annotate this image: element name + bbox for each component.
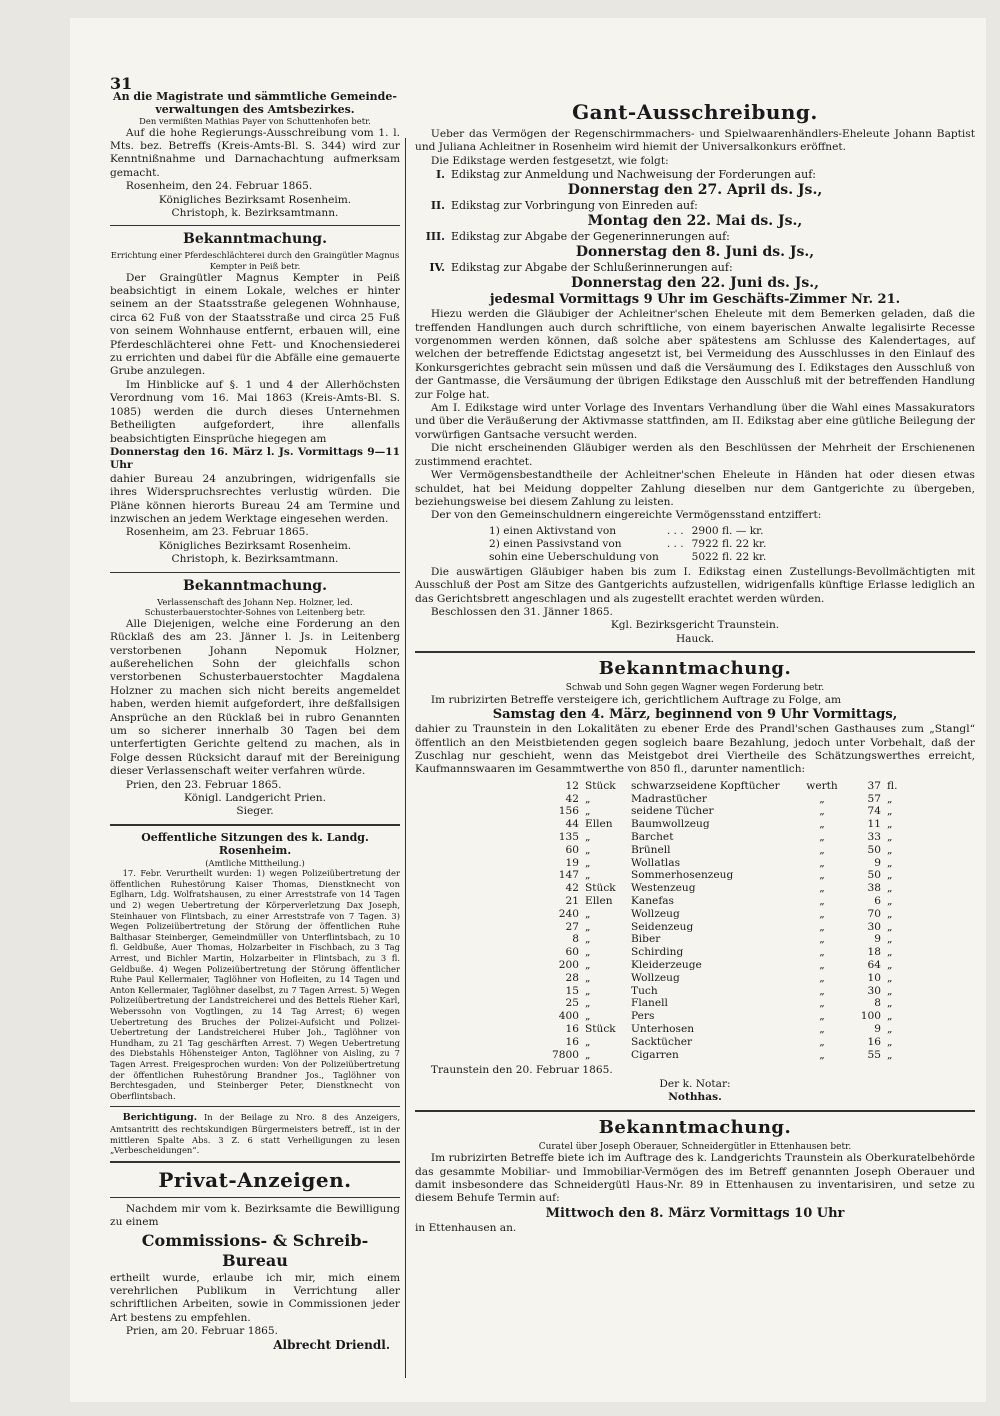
goods-qty: 21 <box>565 894 579 907</box>
goods-value: 9 <box>874 1022 881 1035</box>
goods-qty: 25 <box>565 997 579 1010</box>
goods-currency: „ <box>887 894 893 907</box>
goods-value: 74 <box>867 805 881 818</box>
notice-paragraph: Die Edikstage werden festgesetzt, wie folgt: <box>430 154 669 167</box>
left-column <box>110 90 400 1352</box>
notice-date: Traunstein den 20. Februar 1865. <box>430 1064 613 1077</box>
right-column <box>415 98 975 1235</box>
goods-name: Schirding <box>631 946 684 959</box>
goods-currency: „ <box>887 856 893 869</box>
goods-unit: Stück <box>585 1022 616 1035</box>
goods-qty: 44 <box>565 818 579 831</box>
goods-currency: „ <box>887 920 893 933</box>
goods-name: seidene Tücher <box>631 805 714 818</box>
goods-value: 9 <box>874 856 881 869</box>
goods-unit: „ <box>585 907 591 920</box>
edict-day-item <box>415 199 975 213</box>
goods-qty: 400 <box>558 1010 579 1023</box>
edict-day-item <box>415 261 975 275</box>
goods-currency: „ <box>887 830 893 843</box>
notice-paragraph: Im rubrizirten Betreffe versteigere ich, gerichtlichem Auftrage zu Folge, am <box>430 693 842 706</box>
goods-unit: „ <box>585 830 591 843</box>
goods-qty: 28 <box>565 971 579 984</box>
goods-value: 18 <box>867 946 881 959</box>
edict-day-date: Donnerstag den 8. Juni ds. Js., <box>575 244 815 261</box>
goods-row <box>530 908 910 921</box>
notice-paragraph: Wer Vermögensbestandtheile der Achleitner'schen Eheleute in Händen hat oder diesen etwas schuldet, hat bei Meidung doppelter Zahlung dieselben nur dem Gantgerichte zu übergeben, beziehungsweise bei diesem Zahlung zu leisten. <box>415 469 975 508</box>
notice-title: Oeffentliche Sitzungen des k. Landg. Rosenheim. <box>141 830 369 858</box>
goods-currency: „ <box>887 907 893 920</box>
assets-row <box>485 525 770 538</box>
assets-amount: 7922 fl. 22 kr. <box>691 537 767 550</box>
goods-currency: „ <box>887 792 893 805</box>
goods-qty: 12 <box>565 779 579 792</box>
goods-name: Seidenzeug <box>631 920 694 933</box>
goods-unit: Stück <box>585 882 616 895</box>
divider <box>110 824 400 826</box>
edict-day-date: Donnerstag den 22. Juni ds. Js., <box>570 275 820 292</box>
edict-day-item <box>415 168 975 182</box>
curatel-date-line: Mittwoch den 8. März Vormittags 10 Uhr <box>545 1205 845 1221</box>
section-title: Privat-Anzeigen. <box>158 1167 352 1192</box>
goods-name: Sommerhosenzeug <box>631 869 734 882</box>
goods-currency: „ <box>887 1035 893 1048</box>
edict-day-text: Edikstag zur Abgabe der Gegenerinnerungen auf: <box>451 230 730 244</box>
goods-currency: „ <box>887 805 893 818</box>
goods-row <box>530 857 910 870</box>
notice-signer: Sieger. <box>236 805 274 818</box>
edict-day-text: Edikstag zur Vorbringung von Einreden auf: <box>451 199 698 213</box>
edict-day-date: Donnerstag den 27. April ds. Js., <box>567 182 823 199</box>
goods-table <box>530 780 910 1062</box>
goods-name: Biber <box>631 933 661 946</box>
goods-worth: „ <box>819 907 825 920</box>
goods-qty: 16 <box>565 1022 579 1035</box>
goods-worth: „ <box>819 946 825 959</box>
goods-row <box>530 1049 910 1062</box>
notice-paragraph: dahier zu Traunstein in den Lokalitäten zu ebener Erde des Prandl'schen Gasthauses zum „Stangl“ öffentlich an den Meistbietenden gegen sogleich baare Bezahlung, jedoch unter Vorbehalt, daß der Zuschlag nur geschieht, wenn das Meistgebot drei Viertheile des Schätzungswerthes erreicht, Kaufmannswaaren im Gesammtwerthe von 850 fl., darunter namentlich: <box>415 723 975 776</box>
private-ads <box>110 1168 400 1352</box>
goods-unit: „ <box>585 856 591 869</box>
goods-name: Cigarren <box>631 1048 679 1061</box>
notice-paragraph: in Ettenhausen an. <box>415 1221 517 1234</box>
goods-qty: 8 <box>572 933 579 946</box>
notice-date: Rosenheim, am 23. Februar 1865. <box>125 526 309 539</box>
assets-row <box>485 551 770 564</box>
goods-unit: „ <box>585 997 591 1010</box>
correction-label: Berichtigung. <box>122 1112 198 1124</box>
ad-paragraph: ertheilt wurde, erlaube ich mir, mich einem verehrlichen Publikum in Verrichtung aller schriftlichen Arbeiten, sowie in Commissionen jeder Art bestens zu empfehlen. <box>110 1271 400 1324</box>
notice-subject: Den vermißten Mathias Payer von Schuttenhofen betr. <box>139 116 371 126</box>
assets-table <box>485 525 770 564</box>
goods-unit: Ellen <box>585 894 613 907</box>
edict-day-number: II. <box>430 199 445 213</box>
notice-paragraph: Die auswärtigen Gläubiger haben bis zum I. Edikstag einen Zustellungs-Bevollmächtigten mit Ausschluß der Post am Sitze des Gantgerichts aufzustellen, widrigenfalls künftige Erlasse lediglich an das Gerichtsbrett angeschlagen und als zugestellt erachtet werden würden. <box>415 565 975 605</box>
goods-value: 30 <box>867 920 881 933</box>
notice-correction <box>110 1112 400 1155</box>
notice-subject: Schwab und Sohn gegen Wagner wegen Forderung betr. <box>565 683 825 694</box>
goods-unit: „ <box>585 1048 591 1061</box>
goods-value: 33 <box>867 830 881 843</box>
goods-row <box>530 1036 910 1049</box>
goods-worth: „ <box>819 1010 825 1023</box>
goods-qty: 135 <box>558 830 579 843</box>
goods-name: Madrastücher <box>631 792 707 805</box>
edict-day-date: Montag den 22. Mai ds. Js., <box>587 213 803 230</box>
assets-label: sohin eine Ueberschuldung von <box>489 550 659 563</box>
goods-value: 57 <box>867 792 881 805</box>
goods-value: 30 <box>867 984 881 997</box>
goods-name: Wollzeug <box>631 971 680 984</box>
goods-row <box>530 818 910 831</box>
notice-subject: Verlassenschaft des Johann Nep. Holzner, led. Schusterbauerstochter-Sohnes von Leitenberg betr. <box>144 596 366 618</box>
goods-row <box>530 780 910 793</box>
notice-paragraph: Der Graingütler Magnus Kempter in Peiß beabsichtigt in einem Lokale, welches er hinter seinem an der Staatsstraße gelegenen Wohnhause, circa 62 Fuß von der Staatsstraße und circa 25 Fuß von seinem Wohnhause entfernt, erbauen will, eine Pferdeschlächterei ohne Fett- und Knochensiederei zu errichten und dabei für die Abfälle eine gemauerte Grube anzulegen. <box>110 271 401 378</box>
goods-row <box>530 805 910 818</box>
notice-body: Alle Diejenigen, welche eine Forderung an den Rücklaß des am 23. Jänner l. Js. in Leitenberg verstorbenen Johann Nepomuk Holzner, außerehelichen Sohn der gleichfalls schon verstorbenen Schusterbauerstochter Magdalena Holzner zu machen sich nicht bereits angemeldet haben, werden hiemit aufgefordert, ihre deßfallsigen Ansprüche an den Rücklaß bei in rubro Genannten um so sicherer innerhalb 30 Tagen bei dem unterfertigten Gerichte geltend zu machen, als in Folge dessen Rücksicht darauf mit der Bereinigung dieser Verlassenschaft weiter verfahren würde. <box>110 617 400 778</box>
goods-value: 50 <box>867 869 881 882</box>
goods-value: 6 <box>874 894 881 907</box>
notice-subject: Errichtung einer Pferdeschlächterei durch den Graingütler Magnus Kempter in Peiß betr. <box>110 250 400 272</box>
goods-currency: „ <box>887 958 893 971</box>
edict-day-text: Edikstag zur Abgabe der Schlußerinnerungen auf: <box>451 261 733 275</box>
goods-unit: „ <box>585 1010 591 1023</box>
goods-worth: „ <box>819 1022 825 1035</box>
notice-estate <box>110 578 400 819</box>
notice-subtitle: (Amtliche Mittheilung.) <box>205 857 305 868</box>
assets-label: 2) einen Passivstand von <box>489 537 622 550</box>
notice-curatel <box>415 1117 975 1236</box>
assets-label: 1) einen Aktivstand von <box>489 524 617 537</box>
goods-name: Wollatlas <box>631 856 681 869</box>
goods-currency: „ <box>887 946 893 959</box>
goods-worth: „ <box>819 856 825 869</box>
goods-name: Kanefas <box>631 894 674 907</box>
goods-row <box>530 921 910 934</box>
goods-currency: „ <box>887 971 893 984</box>
goods-value: 9 <box>874 933 881 946</box>
notice-paragraph: Im rubrizirten Betreffe biete ich im Auftrage des k. Landgerichts Traunstein als Oberkuratelbehörde das gesammte Mobiliar- und Immobiliar-Vermögen des im Betreff genannten Joseph Oberauer und damit insbesondere das Schneidergütl Haus-Nr. 89 in Ettenhausen zu inventarisiren, und setze zu diesem Behufe Termin auf: <box>415 1152 975 1205</box>
goods-row <box>530 869 910 882</box>
goods-value: 100 <box>860 1010 881 1023</box>
notice-office: Kgl. Bezirksgericht Traunstein. <box>610 619 780 632</box>
divider <box>110 1197 400 1198</box>
goods-name: Kleiderzeuge <box>631 958 702 971</box>
notice-auction <box>415 658 975 1104</box>
goods-worth: „ <box>819 894 825 907</box>
goods-value: 50 <box>867 843 881 856</box>
goods-currency: „ <box>887 1022 893 1035</box>
goods-worth: „ <box>819 805 825 818</box>
goods-worth: „ <box>819 818 825 831</box>
goods-unit: Stück <box>585 779 616 792</box>
goods-row <box>530 882 910 895</box>
goods-row <box>530 959 910 972</box>
goods-qty: 240 <box>558 907 579 920</box>
goods-currency: „ <box>887 997 893 1010</box>
goods-name: schwarzseidene Kopftücher <box>631 779 780 792</box>
goods-unit: „ <box>585 920 591 933</box>
ad-date: Prien, am 20. Februar 1865. <box>125 1325 279 1338</box>
goods-name: Brünell <box>631 843 671 856</box>
goods-worth: „ <box>819 933 825 946</box>
notice-office: Königliches Bezirksamt Rosenheim. <box>158 539 352 552</box>
goods-qty: 7800 <box>552 1048 579 1061</box>
goods-worth: „ <box>819 1035 825 1048</box>
divider <box>110 572 400 573</box>
auction-date-line: Samstag den 4. März, beginnend von 9 Uhr Vormittags, <box>492 707 898 723</box>
goods-worth: „ <box>819 958 825 971</box>
notice-office: Königliches Bezirksamt Rosenheim. <box>158 193 352 206</box>
goods-unit: „ <box>585 958 591 971</box>
notice-title: Bekanntmachung. <box>598 658 792 680</box>
goods-name: Westenzeug <box>631 882 696 895</box>
notice-title: Bekanntmachung. <box>183 231 327 248</box>
divider <box>110 225 400 226</box>
goods-unit: Ellen <box>585 818 613 831</box>
notice-date-line: Donnerstag den 16. März l. Js. Vormittags 9—11 Uhr <box>110 445 400 472</box>
goods-value: 16 <box>867 1035 881 1048</box>
divider <box>415 651 975 653</box>
ad-paragraph: Nachdem mir vom k. Bezirksamte die Bewilligung zu einem <box>110 1202 400 1229</box>
goods-value: 64 <box>867 958 881 971</box>
assets-amount: 5022 fl. 22 kr. <box>691 550 767 563</box>
goods-value: 10 <box>867 971 881 984</box>
goods-name: Wollzeug <box>631 907 680 920</box>
divider <box>110 1106 400 1107</box>
goods-qty: 42 <box>565 792 579 805</box>
goods-value: 8 <box>874 997 881 1010</box>
goods-unit: „ <box>585 869 591 882</box>
notice-paragraph: Der von den Gemeinschuldnern eingereichte Vermögensstand entziffert: <box>430 509 822 522</box>
goods-currency: „ <box>887 1010 893 1023</box>
assets-amount: 2900 fl. — kr. <box>691 524 764 537</box>
goods-qty: 156 <box>558 805 579 818</box>
goods-qty: 147 <box>558 869 579 882</box>
goods-currency: „ <box>887 882 893 895</box>
notice-title: Bekanntmachung. <box>598 1116 792 1138</box>
goods-unit: „ <box>585 946 591 959</box>
notice-paragraph: Die nicht erscheinenden Gläubiger werden als den Beschlüssen der Mehrheit der Erschienenen zustimmend erachtet. <box>415 442 975 468</box>
goods-qty: 42 <box>565 882 579 895</box>
ad-signer: Albrecht Driendl. <box>273 1337 390 1352</box>
each-time-line: jedesmal Vormittags 9 Uhr im Geschäfts-Zimmer Nr. 21. <box>489 292 901 308</box>
assets-dots: . . . <box>666 524 684 537</box>
goods-value: 55 <box>867 1048 881 1061</box>
newspaper-page <box>70 18 986 1402</box>
goods-name: Flanell <box>631 997 668 1010</box>
goods-value: 11 <box>867 818 881 831</box>
notice-signer: Christoph, k. Bezirksamtmann. <box>171 207 339 220</box>
goods-row <box>530 895 910 908</box>
notice-court-sessions <box>110 831 400 1101</box>
goods-currency: „ <box>887 1048 893 1061</box>
edict-day-item <box>415 230 975 244</box>
goods-worth: „ <box>819 1048 825 1061</box>
notice-horse-slaughter <box>110 231 400 566</box>
goods-worth: „ <box>819 830 825 843</box>
goods-worth: „ <box>819 882 825 895</box>
page-number: 31 <box>110 74 133 93</box>
notice-title: Bekanntmachung. <box>183 577 327 594</box>
goods-qty: 60 <box>565 946 579 959</box>
goods-unit: „ <box>585 1035 591 1048</box>
goods-unit: „ <box>585 971 591 984</box>
goods-qty: 16 <box>565 1035 579 1048</box>
goods-worth: „ <box>819 869 825 882</box>
goods-worth: „ <box>819 920 825 933</box>
notice-subject: Curatel über Joseph Oberauer, Schneidergütler in Ettenhausen betr. <box>538 1141 852 1152</box>
goods-name: Tuch <box>631 984 658 997</box>
notice-signer: Hauck. <box>675 632 715 645</box>
goods-unit: „ <box>585 984 591 997</box>
notice-missing-person <box>110 90 400 220</box>
assets-row <box>485 538 770 551</box>
edict-day-number: I. <box>436 168 445 182</box>
goods-value: 70 <box>867 907 881 920</box>
goods-row <box>530 933 910 946</box>
divider <box>110 1161 400 1163</box>
goods-name: Sacktücher <box>631 1035 693 1048</box>
goods-currency: „ <box>887 933 893 946</box>
goods-worth: „ <box>819 792 825 805</box>
notice-body: 17. Febr. Verurtheilt wurden: 1) wegen Polizeiübertretung der öffentlichen Ruhestörung Kaiser Thomas, Dienstknecht von Eglharn, Ldg. Wolfratshausen, zu einer Arreststrafe von 14 Tagen und 2) wegen Uebertretung der Körperverletzung Dax Joseph, Steinhauer von Flintsbach, zu einer Arreststrafe von 7 Tagen. 3) Wegen Polizeiübertretung der Störung der öffentlichen Ruhe Balthasar Steinberger, Gemeindmüller von Unterflintsbach, zu 10 fl. Geldbuße, Auer Thomas, Holzarbeiter in Fischbach, zu 3 Tag Arrest, und Bichler Martin, Holzarbeiter in Flintsbach, zu 3 fl. Geldbuße. 4) Wegen Polizeiübertretung der Störung öffentlicher Ruhe Paul Kellermaier, Taglöhner von Hofleiten, zu 14 Tagen und Anton Kellermaier, Taglöhner daselbst, zu 7 Tagen Arrest. 5) Wegen Polizeiübertretung der Landstreicherei und des Bettels Rieher Karl, Weberssohn von Vogtlingen, zu 14 Tag Arrest; 6) wegen Uebertretung des Bruches der Polizei-Aufsicht und Polizei-Uebertretung der Landstreicherei Huber Joh., Taglöhner von Hundham, zu 21 Tag geschärften Arrest. 7) Wegen Uebertretung des Diebstahls Höhensteiger Anton, Taglöhner von Aisling, zu 7 Tagen Arrest. Freigesprochen wurden: Von der Polizeiübertretung der öffentlichen Ruhestörung Brandner Jos., Taglöhner von Berchtesgaden, und Steinberger Peter, Dienstknecht von Oberflintsbach. <box>110 868 400 1101</box>
goods-unit: „ <box>585 792 591 805</box>
goods-row <box>530 997 910 1010</box>
edict-day-number: IV. <box>429 261 445 275</box>
goods-currency: fl. <box>887 779 898 792</box>
goods-value: 37 <box>867 779 881 792</box>
goods-currency: „ <box>887 818 893 831</box>
goods-worth: „ <box>819 997 825 1010</box>
notice-paragraph: Im Hinblicke auf §. 1 und 4 der Allerhöchsten Verordnung vom 16. Mai 1863 (Kreis-Amts-Bl. S. 1085) werden die durch dieses Unternehmen Betheiligten aufgefordert, ihre allenfalls beabsichtigten Einsprüche hiegegen am <box>110 378 400 445</box>
notice-date: Beschlossen den 31. Jänner 1865. <box>430 605 613 618</box>
notice-paragraph: Am I. Edikstage wird unter Vorlage des Inventars Verhandlung über die Wahl eines Massakurators und über die Veräußerung der Aktivmasse stattfinden, am II. Edikstag aber eine gütliche Beilegung der vorwürfigen Gantsache versucht werden. <box>415 402 975 441</box>
notice-title: Gant-Ausschreibung. <box>572 100 818 124</box>
edict-day-text: Edikstag zur Anmeldung und Nachweisung der Forderungen auf: <box>451 168 816 182</box>
goods-unit: „ <box>585 805 591 818</box>
goods-name: Baumwollzeug <box>631 818 710 831</box>
goods-currency: „ <box>887 843 893 856</box>
goods-name: Barchet <box>631 830 674 843</box>
goods-worth: werth <box>806 779 838 792</box>
goods-row <box>530 831 910 844</box>
notice-paragraph: Ueber das Vermögen der Regenschirmmachers- und Spielwaarenhändlers-Eheleute Johann Baptist und Juliana Achleitner in Rosenheim wird hiemit der Universalkonkurs eröffnet. <box>415 128 975 154</box>
goods-row <box>530 946 910 959</box>
goods-unit: „ <box>585 843 591 856</box>
notice-body: Auf die hohe Regierungs-Ausschreibung vom 1. l. Mts. bez. Betreffs (Kreis-Amts-Bl. S. 344) wird zur Kenntnißnahme und Darnachachtung aufmerksam gemacht. <box>110 126 400 179</box>
notice-bankruptcy <box>415 100 975 646</box>
notice-paragraph: dahier Bureau 24 anzubringen, widrigenfalls sie ihres Widerspruchsrechtes verlustig würden. Die Pläne können hierorts Bureau 24 am Termine und inzwischen an jedem Werktage eingesehen werden. <box>110 472 400 525</box>
goods-row <box>530 844 910 857</box>
column-divider <box>405 138 406 1378</box>
ad-headline: Commissions- & Schreib-Bureau <box>141 1230 369 1270</box>
goods-currency: „ <box>887 984 893 997</box>
notice-title: An die Magistrate und sämmtliche Gemeinde-verwaltungen des Amtsbezirkes. <box>113 90 397 116</box>
goods-qty: 27 <box>565 920 579 933</box>
goods-qty: 15 <box>565 984 579 997</box>
goods-row <box>530 1023 910 1036</box>
goods-currency: „ <box>887 869 893 882</box>
assets-dots: . . . <box>666 537 684 550</box>
goods-qty: 200 <box>558 958 579 971</box>
notice-date: Prien, den 23. Februar 1865. <box>125 778 282 791</box>
assets-dots <box>663 551 688 564</box>
goods-row <box>530 985 910 998</box>
goods-value: 38 <box>867 882 881 895</box>
notice-office: Der k. Notar: <box>659 1077 731 1090</box>
goods-qty: 60 <box>565 843 579 856</box>
notice-paragraph: Hiezu werden die Gläubiger der Achleitner'schen Eheleute mit dem Bemerken geladen, daß die treffenden Handlungen auch durch schriftliche, von einem bayerischen Anwalte legalisirte Recesse vorgenommen werden können, daß solche aber spätestens am Schlusse des Kalendertages, auf welchen der betreffende Edictstag angesetzt ist, bei Vermeidung des Ausschlusses in den Einlauf des Konkursgerichtes gebracht sein müssen und daß die Versäumung des I. Edikstages den Ausschluß von der Gantmasse, die Versäumung der übrigen Edikstage den Ausschluß mit der betreffenden Handlung zur Folge hat. <box>415 308 975 401</box>
notice-signer: Christoph, k. Bezirksamtmann. <box>171 553 339 566</box>
goods-worth: „ <box>819 984 825 997</box>
goods-name: Pers <box>631 1010 655 1023</box>
notice-office: Königl. Landgericht Prien. <box>183 792 326 805</box>
goods-row <box>530 1010 910 1023</box>
edict-days-list <box>415 168 975 292</box>
goods-worth: „ <box>819 843 825 856</box>
goods-row <box>530 972 910 985</box>
goods-unit: „ <box>585 933 591 946</box>
goods-row <box>530 793 910 806</box>
goods-worth: „ <box>819 971 825 984</box>
correction-body: In der Beilage zu Nro. 8 des Anzeigers, Amtsantritt des rechtskundigen Bürgermeisters betreff., ist in der mittleren Spalte Abs. 3 Z. 6 statt Verheiligungen zu lesen „Verbescheidungen“. <box>110 1112 400 1156</box>
edict-day-number: III. <box>425 230 445 244</box>
goods-qty: 19 <box>565 856 579 869</box>
notice-signer: Nothhas. <box>668 1091 722 1104</box>
notice-date: Rosenheim, den 24. Februar 1865. <box>125 180 313 193</box>
goods-name: Unterhosen <box>631 1022 695 1035</box>
divider <box>415 1110 975 1112</box>
